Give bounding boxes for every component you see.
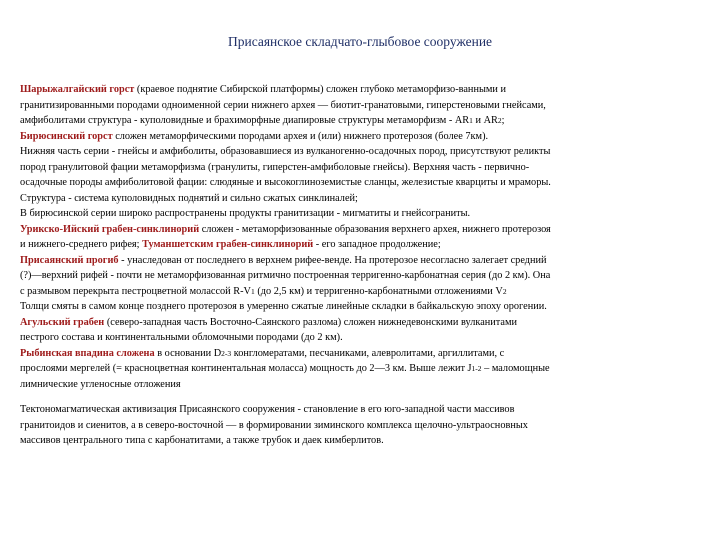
subscript: 1	[469, 116, 473, 125]
line-text: (северо-западная часть Восточно-Саянского разлома) сложен нижнедевонскими вулканитами	[104, 316, 518, 328]
text-line	[20, 82, 704, 98]
subscript: 1-2	[471, 364, 482, 373]
term-sharyzhalgai-horst: Шарыжалгайский горст	[20, 84, 135, 95]
line-text: и нижнего-среднего рифея;	[20, 239, 143, 250]
text-line: гранитоидов и сиенитов, а в северо-восточной — в формировании зиминского комплекса щелочно-ультраосновных	[20, 419, 528, 431]
line-text: – маломощные	[481, 363, 550, 374]
line-text: (краевое поднятие Сибирской платформы) сложен глубоко метаморфизо-ванными и	[134, 84, 506, 95]
document-body	[20, 82, 704, 449]
text-line	[20, 113, 704, 129]
term-prisayan-trough: Присаянский прогиб	[20, 254, 119, 266]
line-text: в основании D	[154, 347, 222, 359]
line-text: (до 2,5 км) и терригенно-карбонатными отложениями V	[254, 285, 503, 297]
text-line	[20, 361, 704, 377]
term-rybinsk-depression: Рыбинская впадина сложена	[20, 347, 155, 359]
line-text: прослоями мергелей (= красноцветная континентальная моласса) мощность до 2—3 км. Выше лежит J	[20, 363, 472, 374]
subscript: 2-3	[221, 348, 232, 358]
text-line: Толщи смяты в самом конце позднего протерозоя в умеренно сжатые линейные складки в байкальскую эпоху орогении.	[20, 301, 547, 312]
subscript: 2	[497, 116, 502, 125]
line-text: конгломератами, песчаниками, алевролитами, аргиллитами, с	[231, 347, 505, 359]
text-line: пород гранулитовой фации метаморфизма (гранулиты, гиперстен-амфиболовые гнейсы). Верхняя часть - первично-	[20, 161, 530, 173]
line-text: - унаследован от последнего в верхнем рифее-венде. На протерозое несогласно залегает средний	[118, 254, 547, 266]
text-line	[20, 253, 704, 269]
subscript: 2	[502, 286, 507, 296]
line-text: сложен - метаморфизованные образования верхнего архея, нижнего протерозоя	[199, 223, 551, 235]
term-agul-graben: Агульский грабен	[20, 316, 105, 328]
text-line: Нижняя часть серии - гнейсы и амфиболиты, образовавшиеся из вулканогенно-осадочных пород, присутствуют реликты	[20, 146, 551, 157]
text-line: Структура - система куполовидных поднятий и сильно сжатых синклиналей;	[20, 192, 358, 204]
text-line	[20, 346, 704, 362]
line-text: амфиболитами структура - куполовидные и брахиморфные диапировые структуры метаморфизм - AR	[20, 115, 470, 126]
line-text: сложен метаморфическими породами архея и (или) нижнего протерозоя (более 7км).	[112, 130, 489, 142]
text-line: лимнические угленосные отложения	[20, 378, 181, 390]
text-line	[20, 284, 704, 300]
text-line: осадочные породы амфиболитовой фации: слюдяные и высокоглиноземистые сланцы, железистые кварциты и мраморы.	[20, 177, 551, 188]
text-line	[20, 237, 704, 253]
page-title: Присаянское складчато-глыбовое сооружение	[227, 34, 493, 49]
line-text: ;	[501, 115, 505, 126]
text-line: В бирюсинской серии широко распространены продукты гранитизации - мигматиты и гнейсограниты.	[20, 208, 471, 219]
term-tumanshet-graben: Туманшетским грабен-синклинорий	[142, 239, 314, 250]
text-line: (?)—верхний рифей - почти не метаморфизованная ритмично построенная терригенно-карбонатная серия (до 2 км). Она	[20, 270, 551, 281]
text-line: Тектономагматическая активизация Присаянского сооружения - становление в его юго-западной части массивов	[20, 404, 515, 415]
text-line	[20, 222, 704, 238]
term-biryusa-horst: Бирюсинский горст	[20, 130, 113, 142]
paragraph-gap	[20, 392, 704, 402]
text-line	[20, 129, 704, 145]
line-text: - его западное продолжение;	[313, 239, 441, 250]
text-line: гранитизированными породами одноименной серии нижнего архея — биотит-гранатовыми, гиперстеновыми гнейсами,	[20, 99, 546, 111]
line-text: с размывом перекрыта пестроцветной молассой R-V	[20, 285, 251, 297]
text-line: массивов центрального типа с карбонатитами, а также трубок и даек кимберлитов.	[20, 435, 384, 446]
term-uriksko-iysky-graben: Урикско-Ийский грабен-синклинорий	[20, 223, 200, 235]
text-line	[20, 315, 704, 331]
text-line: пестрого состава и континентальными обломочными породами (до 2 км).	[20, 332, 343, 343]
subscript: 1	[251, 286, 255, 296]
line-text: и AR	[472, 115, 498, 126]
